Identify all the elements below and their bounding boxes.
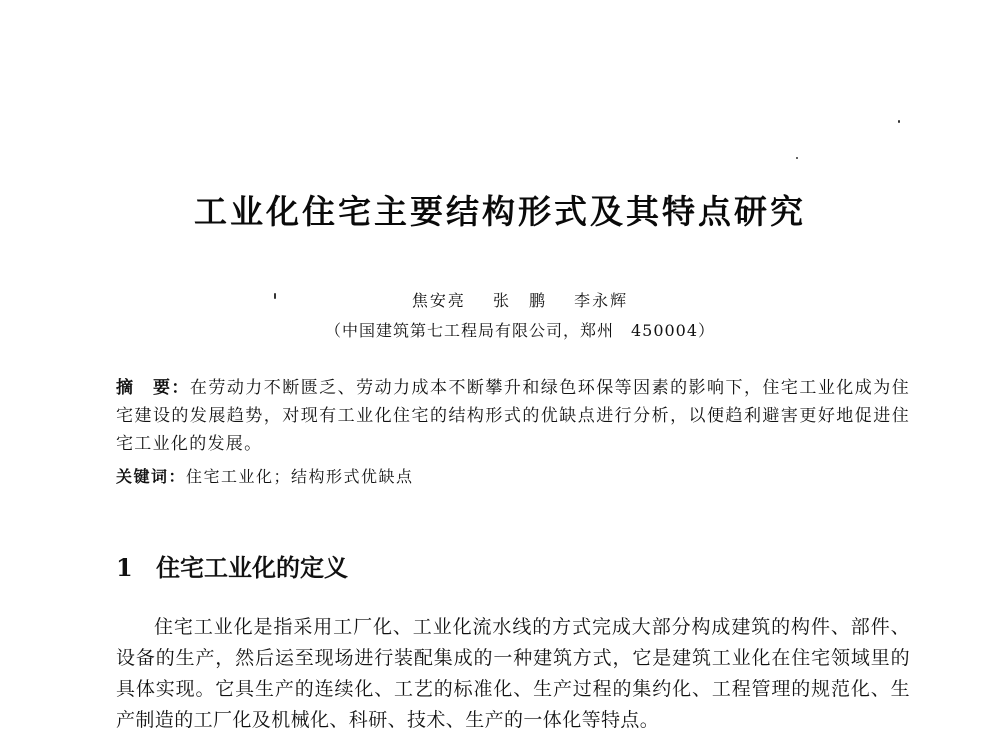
scan-speck: [796, 157, 798, 159]
author-name: 李永辉: [574, 291, 629, 310]
abstract: [116, 374, 910, 458]
body-paragraph: 住宅工业化是指采用工厂化、工业化流水线的方式完成大部分构成建筑的构件、部件、设备的生产，然后运至现场进行装配集成的一种建筑方式，它是建筑工业化在住宅领域里的具体实现。它具生产的连续化、工艺的标准化、生产过程的集约化、工程管理的规范化、生产制造的工厂化及机械化、科研、技术、生产的一体化等特点。: [116, 616, 910, 731]
keywords-text: 住宅工业化；结构形式优缺点: [186, 467, 414, 486]
section-number: 1: [116, 553, 133, 582]
abstract-text: 在劳动力不断匮乏、劳动力成本不断攀升和绿色环保等因素的影响下，住宅工业化成为住宅建设的发展趋势，对现有工业化住宅的结构形式的优缺点进行分析，以便趋利避害更好地促进住宅工业化的发展。: [116, 378, 911, 454]
keywords-label: 关键词：: [116, 467, 187, 486]
author-name: 张 鹏: [492, 291, 547, 310]
section-heading: [116, 548, 348, 583]
author-name: 焦安亮: [411, 291, 466, 310]
abstract-label: 摘 要：: [116, 378, 190, 398]
section-title: 住宅工业化的定义: [156, 554, 348, 582]
keywords: [116, 464, 910, 490]
paper-title: 工业化住宅主要结构形式及其特点研究: [194, 192, 806, 231]
author-list: [0, 288, 1000, 311]
author-affiliation: （中国建筑第七工程局有限公司，郑州 450004）: [324, 321, 716, 340]
scan-speck: [898, 120, 900, 123]
